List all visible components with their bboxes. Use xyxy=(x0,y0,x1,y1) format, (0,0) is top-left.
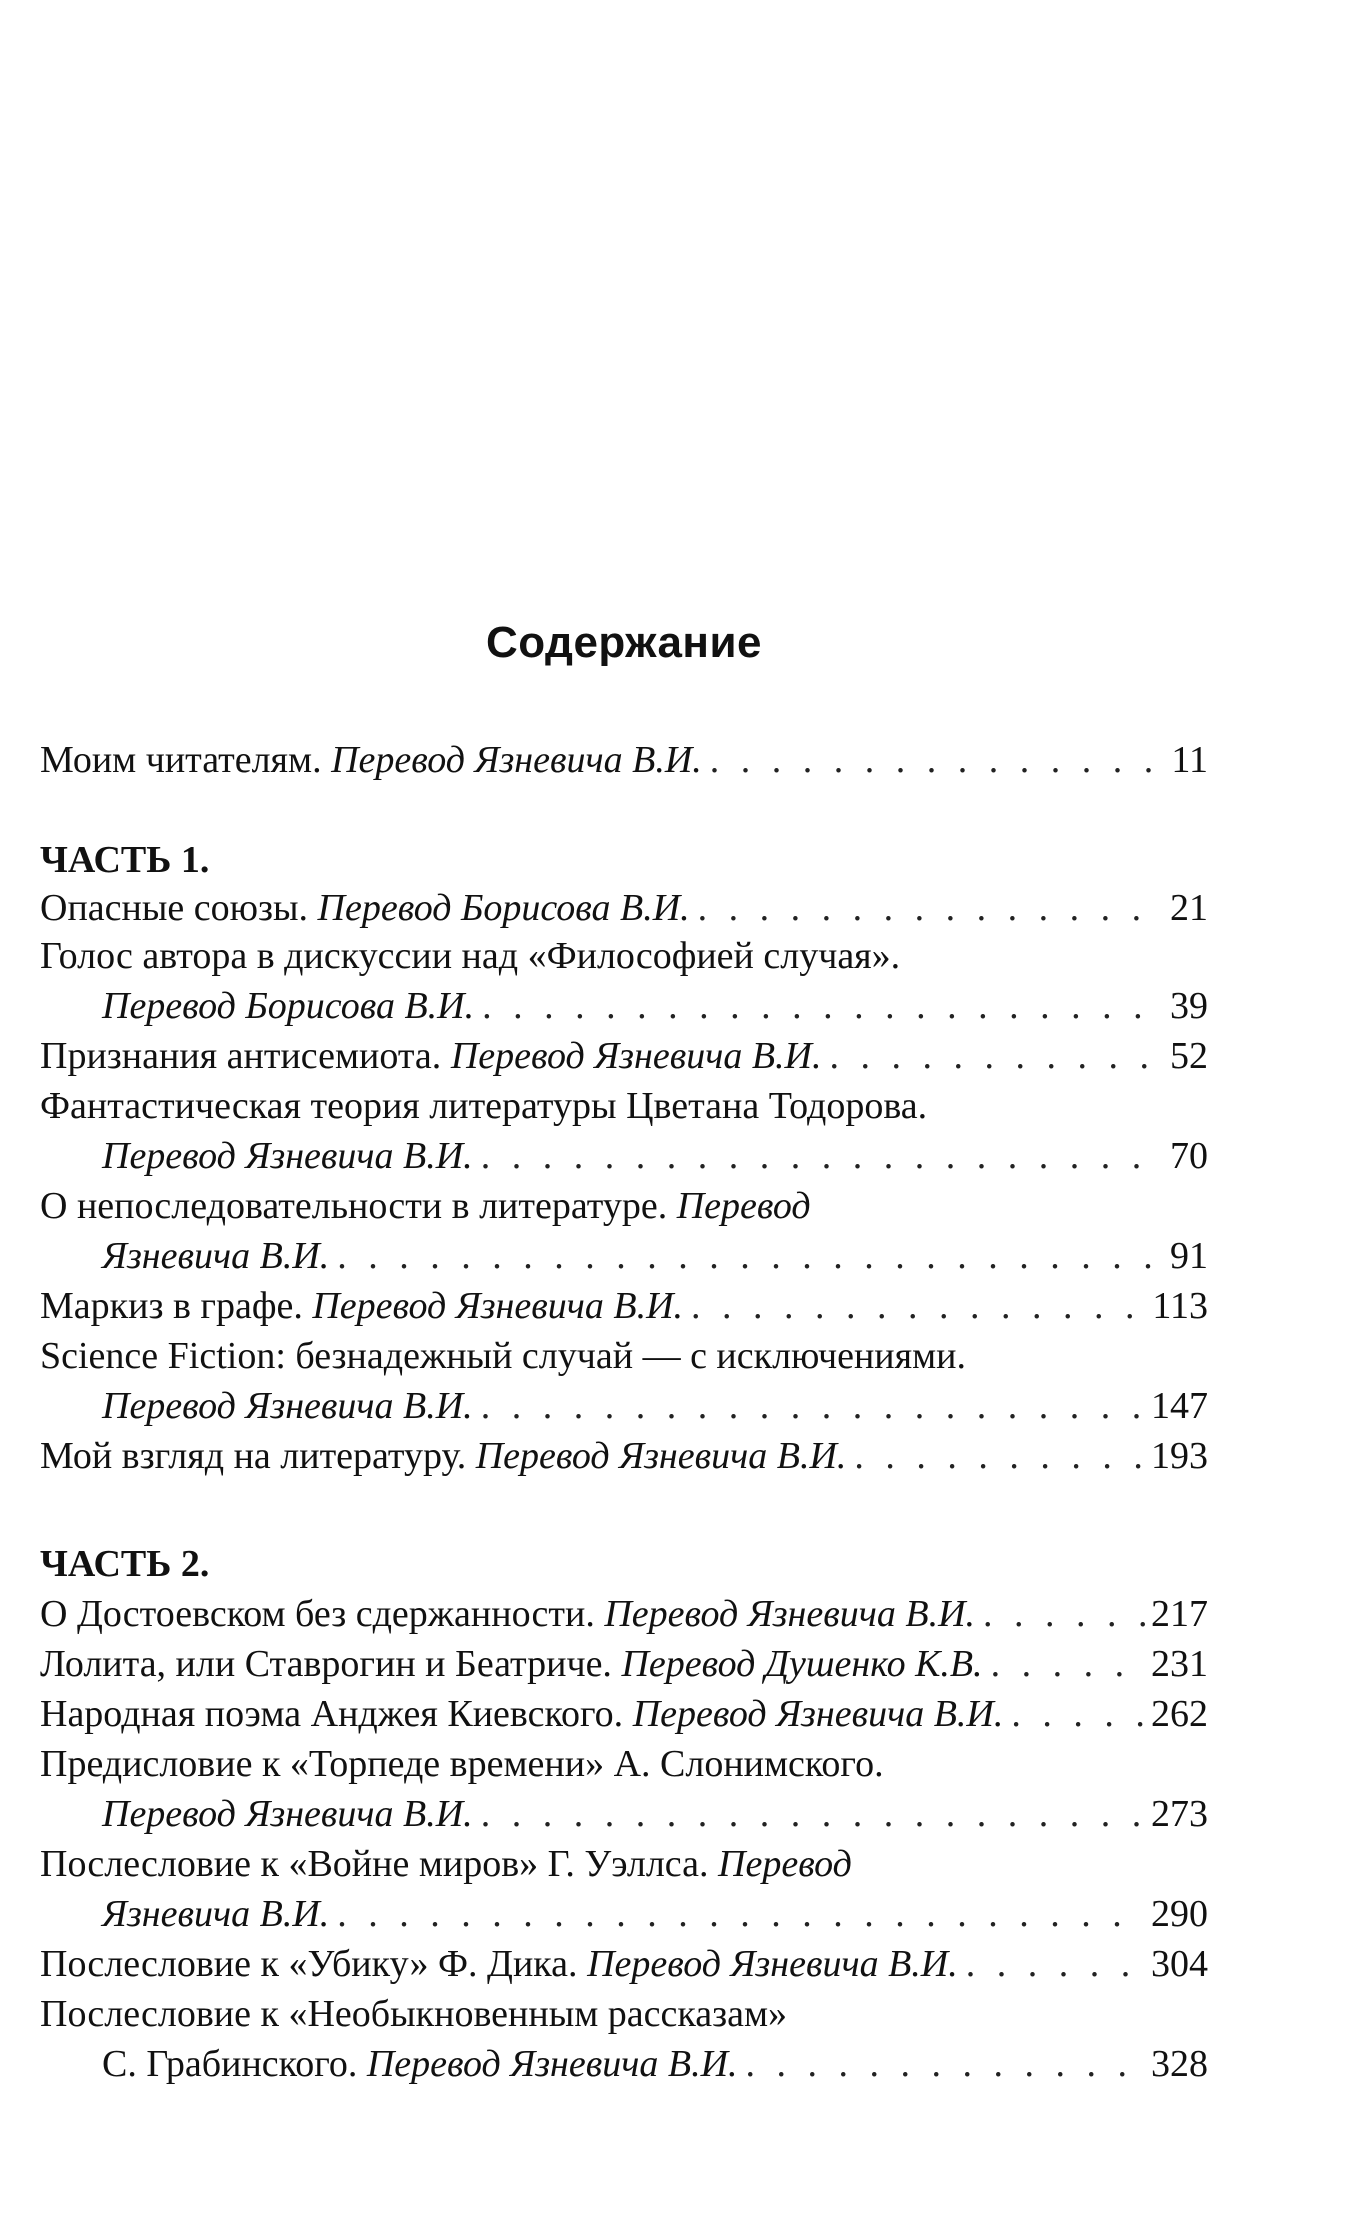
dot-leader xyxy=(966,1939,1145,1989)
toc-entry-translator-line xyxy=(40,1889,1208,1939)
entry-translator: Перевод Язневича В.И. xyxy=(450,1035,822,1077)
toc-entry-translator-line xyxy=(40,1231,1208,1281)
dot-leader xyxy=(830,1031,1165,1081)
entry-title: Послесловие к «Войне миров» Г. Уэллса. xyxy=(40,1843,709,1885)
dot-leader xyxy=(746,2039,1145,2089)
entry-translator: Перевод Борисова В.И. xyxy=(102,985,475,1027)
page-number: 113 xyxy=(1152,1285,1208,1327)
page-number: 290 xyxy=(1151,1893,1208,1935)
entry-translator: Язневича В.И. xyxy=(102,1893,330,1935)
dot-leader xyxy=(481,1789,1145,1839)
entry-title-cont: С. Грабинского. xyxy=(102,2043,358,2085)
entry-translator: Перевод Борисова В.И. xyxy=(317,887,690,929)
toc-entry-title-line: Предисловие к «Торпеде времени» А. Слонимского. xyxy=(40,1743,884,1785)
toc-entry-translator-line xyxy=(40,1381,1208,1431)
entry-title: О Достоевском без сдержанности. xyxy=(40,1593,595,1635)
toc-entry-title-line: Science Fiction: безнадежный случай — с исключениями. xyxy=(40,1335,967,1377)
toc-entry-translator-line xyxy=(40,1131,1208,1181)
dot-leader xyxy=(482,981,1164,1031)
entry-title: Опасные союзы. xyxy=(40,887,309,929)
dot-leader xyxy=(337,1231,1164,1281)
entry-title: О непоследовательности в литературе. xyxy=(40,1185,668,1227)
dot-leader xyxy=(991,1639,1145,1689)
entry-translator-part: Перевод xyxy=(676,1185,811,1227)
toc-entry xyxy=(40,1281,1208,1331)
page-title: Содержание xyxy=(485,618,763,667)
entry-title: Послесловие к «Убику» Ф. Дика. xyxy=(40,1943,578,1985)
page-number: 39 xyxy=(1170,985,1208,1027)
toc-entry xyxy=(40,1031,1208,1081)
entry-translator: Перевод Язневича В.И. xyxy=(102,1135,473,1177)
page-number: 217 xyxy=(1151,1593,1208,1635)
toc-entry xyxy=(40,1431,1208,1481)
part-heading: ЧАСТЬ 1. xyxy=(40,839,210,881)
page-number: 273 xyxy=(1151,1793,1208,1835)
page-number: 91 xyxy=(1170,1235,1208,1277)
toc-entry-translator-line xyxy=(40,1789,1208,1839)
entry-translator: Перевод Язневича В.И. xyxy=(475,1435,847,1477)
entry-translator: Перевод Язневича В.И. xyxy=(632,1693,1004,1735)
entry-translator: Перевод Язневича В.И. xyxy=(312,1285,684,1327)
toc-entry-intro xyxy=(40,735,1208,785)
entry-title: Признания антисемиота. xyxy=(40,1035,442,1077)
entry-translator: Перевод Язневича В.И. xyxy=(331,739,702,781)
dot-leader xyxy=(1011,1689,1145,1739)
entry-title: Моим читателям. xyxy=(40,739,322,781)
toc-entry-title-line xyxy=(40,1181,1208,1231)
dot-leader xyxy=(481,1131,1164,1181)
entry-title: Лолита, или Ставрогин и Беатриче. xyxy=(40,1643,612,1685)
entry-translator: Перевод Душенко К.В. xyxy=(621,1643,983,1685)
entry-translator: Перевод Язневича В.И. xyxy=(587,1943,958,1985)
page-number: 147 xyxy=(1151,1385,1208,1427)
toc-entry xyxy=(40,1639,1208,1689)
entry-title: Мой взгляд на литературу. xyxy=(40,1435,467,1477)
dot-leader xyxy=(481,1381,1145,1431)
page-number: 193 xyxy=(1151,1435,1208,1477)
page-number: 304 xyxy=(1151,1943,1208,1985)
entry-translator: Перевод Язневича В.И. xyxy=(102,1793,473,1835)
toc-entry-title-line: Голос автора в дискуссии над «Философией случая». xyxy=(40,935,901,977)
toc-entry xyxy=(40,1689,1208,1739)
entry-title: Маркиз в графе. xyxy=(40,1285,303,1327)
entry-translator-part: Перевод xyxy=(718,1843,852,1885)
entry-translator: Перевод Язневича В.И. xyxy=(604,1593,976,1635)
toc-entry xyxy=(40,883,1208,933)
toc-entry-translator-line xyxy=(40,981,1208,1031)
part-heading: ЧАСТЬ 2. xyxy=(40,1543,210,1585)
entry-title: Народная поэма Анджея Киевского. xyxy=(40,1693,624,1735)
page-number: 231 xyxy=(1151,1643,1208,1685)
page-number: 52 xyxy=(1170,1035,1208,1077)
dot-leader xyxy=(691,1281,1146,1331)
page-number: 11 xyxy=(1171,739,1208,781)
entry-translator: Язневича В.И. xyxy=(102,1235,330,1277)
toc-entry-translator-line xyxy=(40,2039,1208,2089)
dot-leader xyxy=(983,1589,1145,1639)
toc-entry-title-line: Фантастическая теория литературы Цветана Тодорова. xyxy=(40,1085,928,1127)
dot-leader xyxy=(854,1431,1145,1481)
toc-entry-title-line: Послесловие к «Необыкновенным рассказам» xyxy=(40,1993,788,2035)
dot-leader xyxy=(710,735,1166,785)
dot-leader xyxy=(337,1889,1145,1939)
page-number: 262 xyxy=(1151,1693,1208,1735)
page-number: 328 xyxy=(1151,2043,1208,2085)
toc-entry-title-line xyxy=(40,1839,1208,1889)
toc-entry xyxy=(40,1589,1208,1639)
toc-entry xyxy=(40,1939,1208,1989)
entry-translator: Перевод Язневича В.И. xyxy=(366,2043,738,2085)
dot-leader xyxy=(698,883,1164,933)
page-number: 70 xyxy=(1170,1135,1208,1177)
entry-translator: Перевод Язневича В.И. xyxy=(102,1385,473,1427)
page-number: 21 xyxy=(1170,887,1208,929)
